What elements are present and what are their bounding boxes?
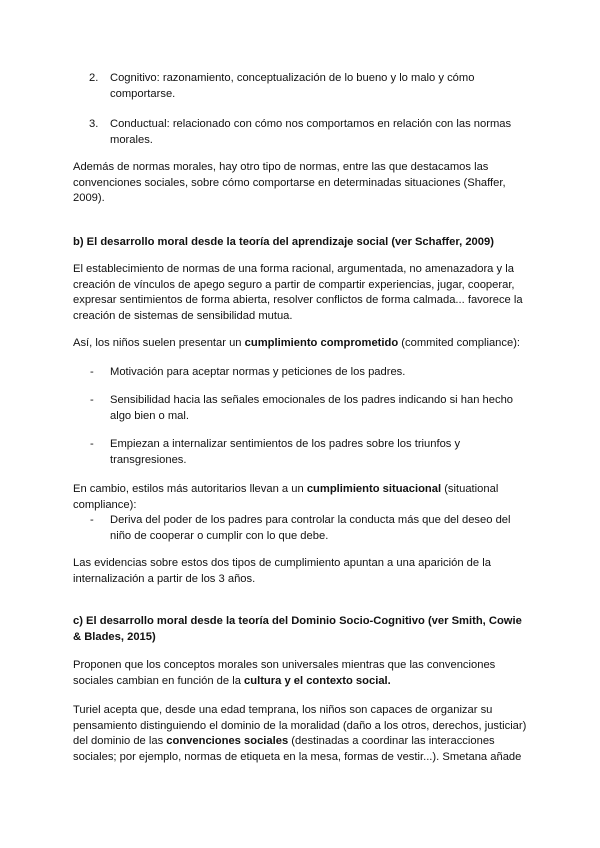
list-item-text: Deriva del poder de los padres para controlar la conducta más que del deseo del niño de cooperar o cumplir con lo que debe. (110, 514, 511, 542)
text-run: (situational compliance): (73, 483, 499, 511)
list-item-text: Conductual: relacionado con cómo nos comportamos en relación con las normas morales. (110, 118, 512, 146)
list-item-text: Sensibilidad hacia las señales emocionales de los padres indicando si han hecho algo bien o mal. (110, 394, 514, 422)
section-c-heading: c) El desarrollo moral desde la teoría del Dominio Socio-Cognitivo (ver Smith, Cowie & Blades, 2015) (73, 615, 522, 643)
paragraph-conceptos-morales (73, 658, 529, 689)
list-number: 2. (89, 72, 99, 84)
bullet-dash: - (90, 394, 94, 406)
list-item-text: Empiezan a internalizar sentimientos de los padres sobre los triunfos y transgresiones. (110, 438, 461, 466)
paragraph-turiel (73, 703, 529, 765)
list-item-text: Motivación para aceptar normas y peticiones de los padres. (110, 366, 406, 378)
list-item-text: Cognitivo: razonamiento, conceptualización de lo bueno y lo malo y cómo comportarse. (110, 72, 475, 100)
bold-term: cultura y el contexto social. (244, 674, 391, 687)
paragraph-cumplimiento-situacional (73, 482, 529, 513)
paragraph-otras-normas: Además de normas morales, hay otro tipo de normas, entre las que destacamos las convenciones sociales, sobre cómo comportarse en determinadas situaciones (Shaffer, 2009). (73, 161, 506, 205)
text-run: Turiel acepta que, desde una edad temprana, los niños son capaces de organizar su pensamiento distinguiendo el dominio de la moralidad (daño a los otros, derechos, justiciar) del dominio de las (73, 704, 527, 748)
bullet-dash: - (90, 366, 94, 378)
bold-term: cumplimiento situacional (306, 483, 442, 495)
list-number: 3. (89, 118, 99, 130)
bold-term: convenciones sociales (166, 735, 289, 748)
bold-term: cumplimiento comprometido (244, 337, 399, 349)
paragraph-establecimiento: El establecimiento de normas de una forma racional, argumentada, no amenazadora y la creación de vínculos de apego seguro a partir de compartir experiencias, jugar, cooperar, expresar sentimientos de forma abierta, resolver conflictos de forma calmada... favorece la creación de sistemas de sensibilidad mutua. (73, 263, 523, 322)
bullet-dash: - (90, 438, 94, 450)
text-run: En cambio, estilos más autoritarios llevan a un (73, 483, 307, 495)
bullet-dash: - (90, 514, 94, 526)
text-run: Proponen que los conceptos morales son universales mientras que las convenciones sociales cambian en función de la (73, 659, 496, 687)
paragraph-evidencias: Las evidencias sobre estos dos tipos de cumplimiento apuntan a una aparición de la internalización a partir de los 3 años. (73, 557, 491, 585)
text-run: (destinadas a coordinar las interacciones sociales; por ejemplo, normas de etiqueta en la mesa, formas de vestir...). Smetana añade (73, 735, 522, 763)
paragraph-cumplimiento-comprometido (73, 336, 529, 352)
section-b-heading: b) El desarrollo moral desde la teoría del aprendizaje social (ver Schaffer, 2009) (73, 236, 494, 248)
text-run: (commited compliance): (398, 337, 521, 349)
text-run: Así, los niños suelen presentar un (73, 337, 245, 349)
